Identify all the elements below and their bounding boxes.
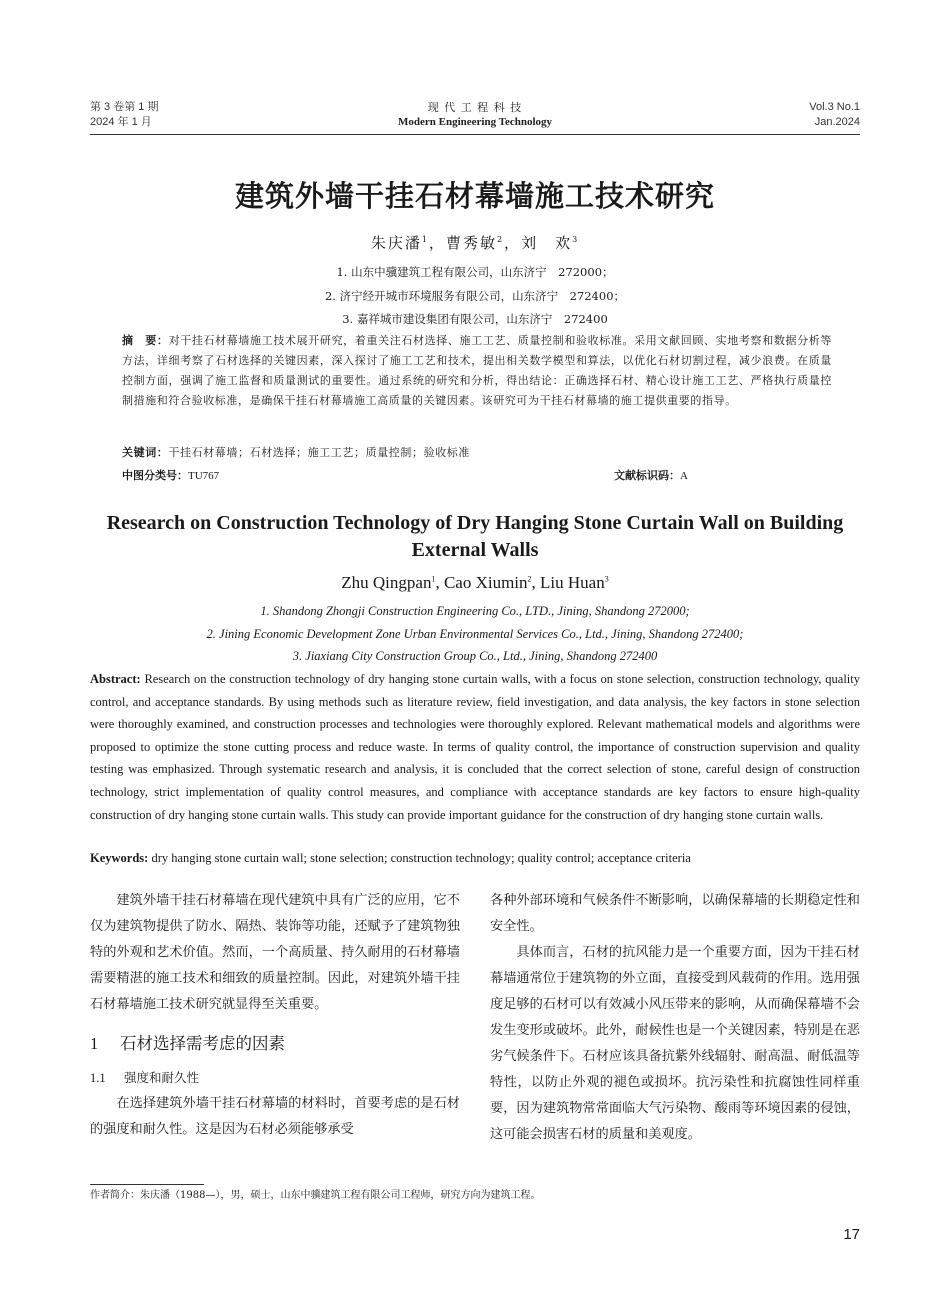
- affiliation-en: 3. Jiaxiang City Construction Group Co., Ltd., Jining, Shandong 272400: [292, 649, 658, 663]
- abstract-cn-text: 对干挂石材幕墙施工技术展开研究，着重关注石材选择、施工工艺、质量控制和验收标准。采用文献回顾、实地考察和数据分析等方法，详细考察了石材选择的关键因素，深入探讨了施工工艺和技术，提出相关数学模型和算法，以优化石材切割过程，减少浪费。在质量控制方面，强调了施工监督和质量测试的重要性。通过系统的研究和分析，得出结论：正确选择石材、精心设计施工工艺、严格执行质量控制措施和符合验收标准，是确保干挂石材幕墙施工高质量的关键因素。该研究可为干挂石材幕墙的施工提供重要的指导。: [122, 334, 832, 407]
- author-affil-mark: 1: [421, 235, 429, 244]
- author-name-en: Liu Huan: [540, 573, 605, 592]
- doc-code: [614, 466, 688, 486]
- authors-cn: [0, 232, 950, 254]
- author-separator: ，: [428, 234, 446, 252]
- author-affil-mark: 2: [496, 235, 505, 244]
- authors-en: [0, 571, 950, 595]
- doc-code-label: 文献标识码：: [614, 469, 680, 482]
- author-name-en: Cao Xiumin: [443, 573, 528, 592]
- author-affil-mark: 1: [431, 574, 436, 584]
- abstract-en-label: Abstract:: [90, 672, 141, 686]
- affiliation-en: 2. Jining Economic Development Zone Urban Environmental Services Co., Ltd., Jining, Shandong 272400;: [206, 627, 744, 641]
- affiliation-cn: 1. 山东中骥建筑工程有限公司，山东济宁 272000；: [336, 265, 614, 279]
- page-title-cn: 建筑外墙干挂石材幕墙施工技术研究: [234, 179, 715, 213]
- author-name: 刘 欢: [521, 234, 573, 252]
- abstract-cn-label: 摘 要：: [122, 334, 169, 347]
- subsection-number: 1.1: [90, 1071, 106, 1085]
- author-affil-mark: 3: [572, 235, 580, 244]
- body-paragraph: 各种外部环境和气候条件不断影响，以确保幕墙的长期稳定性和安全性。: [490, 893, 860, 934]
- body-paragraph: 建筑外墙干挂石材幕墙在现代建筑中具有广泛的应用，它不仅为建筑物提供了防水、隔热、装饰等功能，还赋予了建筑物独特的外观和艺术价值。然而，一个高质量、持久耐用的石材幕墙需要精湛的施工技术和细致的质量控制。因此，对建筑外墙干挂石材幕墙施工技术研究就显得至关重要。: [90, 893, 460, 1012]
- author-separator: ,: [531, 573, 541, 592]
- header-center: [325, 100, 625, 130]
- classification-cn: [122, 466, 832, 486]
- doc-code-value: A: [680, 470, 688, 482]
- author-affil-mark: 3: [604, 574, 609, 584]
- author-name-en: Zhu Qingpan: [341, 573, 432, 592]
- subsection-heading: [90, 1065, 460, 1091]
- author-name: 朱庆潘: [370, 234, 422, 252]
- body-column-right: [490, 888, 860, 1148]
- header-left: [90, 100, 158, 130]
- keywords-cn-text: 干挂石材幕墙；石材选择；施工工艺；质量控制；验收标准: [168, 446, 471, 459]
- journal-name-en: Modern Engineering Technology: [397, 116, 553, 128]
- volume-cn: 第 3 卷第 1 期: [90, 101, 159, 113]
- keywords-en-text: dry hanging stone curtain wall; stone selection; construction technology; quality control; acceptance criteria: [151, 851, 691, 865]
- body-paragraph: 在选择建筑外墙干挂石材幕墙的材料时，首要考虑的是石材的强度和耐久性。这是因为石材必须能够承受: [90, 1096, 460, 1137]
- section-heading: [90, 1029, 460, 1059]
- footnote-rule: [90, 1184, 204, 1185]
- header-rule: [90, 134, 860, 135]
- keywords-cn: [122, 443, 832, 463]
- volume-en: Vol.3 No.1: [809, 101, 860, 113]
- date-en: Jan.2024: [814, 116, 860, 128]
- affiliation-cn: 2. 济宁经开城市环境服务有限公司，山东济宁 272400；: [324, 289, 626, 303]
- body-column-left: [90, 888, 460, 1143]
- abstract-en-text: Research on the construction technology of dry hanging stone curtain walls, with a focus on stone selection, construction technology, quality control, and acceptance standards. By using methods such as literature review, field investigation, and data analysis, the key factors in stone selection were thoroughly examined, and construction processes and technologies were thoroughly explored. Relevant mathematical models and algorithms were proposed to optimize the stone cutting process and reduce waste. In terms of quality control, the importance of construction supervision and quality testing was emphasized. Through systematic research and analysis, it is concluded that the correct selection of stone, careful design of construction technology, strict implementation of quality control measures, and compliance with acceptance standards are key factors to ensure high-quality construction of dry hanging stone curtain walls. This study can provide important guidance for the construction of dry hanging stone curtain walls.: [90, 672, 861, 822]
- affiliation-cn: 3. 嘉祥城市建设集团有限公司，山东济宁 272400: [342, 312, 608, 326]
- keywords-en: [90, 848, 860, 868]
- keywords-en-label: Keywords:: [90, 851, 149, 865]
- journal-name-cn: 现 代 工 程 科 技: [427, 101, 523, 114]
- section-title: 石材选择需考虑的因素: [120, 1034, 285, 1053]
- abstract-cn: [122, 331, 832, 411]
- clc-value: TU767: [188, 470, 220, 482]
- page-title-en: Research on Construction Technology of Dry Hanging Stone Curtain Wall on Building External Walls: [106, 512, 844, 561]
- author-separator: ，: [504, 234, 522, 252]
- clc-label: 中图分类号：: [122, 469, 188, 482]
- page-number: 17: [843, 1226, 860, 1243]
- header-right: [700, 100, 860, 130]
- author-separator: ,: [435, 573, 444, 592]
- author-name: 曹秀敏: [445, 234, 497, 252]
- keywords-cn-label: 关键词：: [122, 446, 169, 459]
- author-affil-mark: 2: [527, 574, 532, 584]
- subsection-title: 强度和耐久性: [124, 1070, 200, 1085]
- abstract-en: [90, 668, 860, 826]
- author-footnote: 作者简介：朱庆潘（1988—），男，硕士，山东中骥建筑工程有限公司工程师，研究方向为建筑工程。: [90, 1190, 541, 1201]
- affiliation-en: 1. Shandong Zhongji Construction Engineering Co., LTD., Jining, Shandong 272000;: [260, 604, 690, 618]
- body-paragraph: 具体而言，石材的抗风能力是一个重要方面，因为干挂石材幕墙通常位于建筑物的外立面，直接受到风载荷的作用。选用强度足够的石材可以有效减小风压带来的影响，从而确保幕墙不会发生变形或破坏。此外，耐候性也是一个关键因素，特别是在恶劣气候条件下。石材应该具备抗紫外线辐射、耐高温、耐低温等特性，以防止外观的褪色或损坏。抗污染性和抗腐蚀性同样重要，因为建筑物常常面临大气污染物、酸雨等环境因素的侵蚀，这可能会损害石材的质量和美观度。: [490, 945, 860, 1142]
- section-number: 1: [90, 1034, 99, 1053]
- date-cn: 2024 年 1 月: [90, 116, 152, 128]
